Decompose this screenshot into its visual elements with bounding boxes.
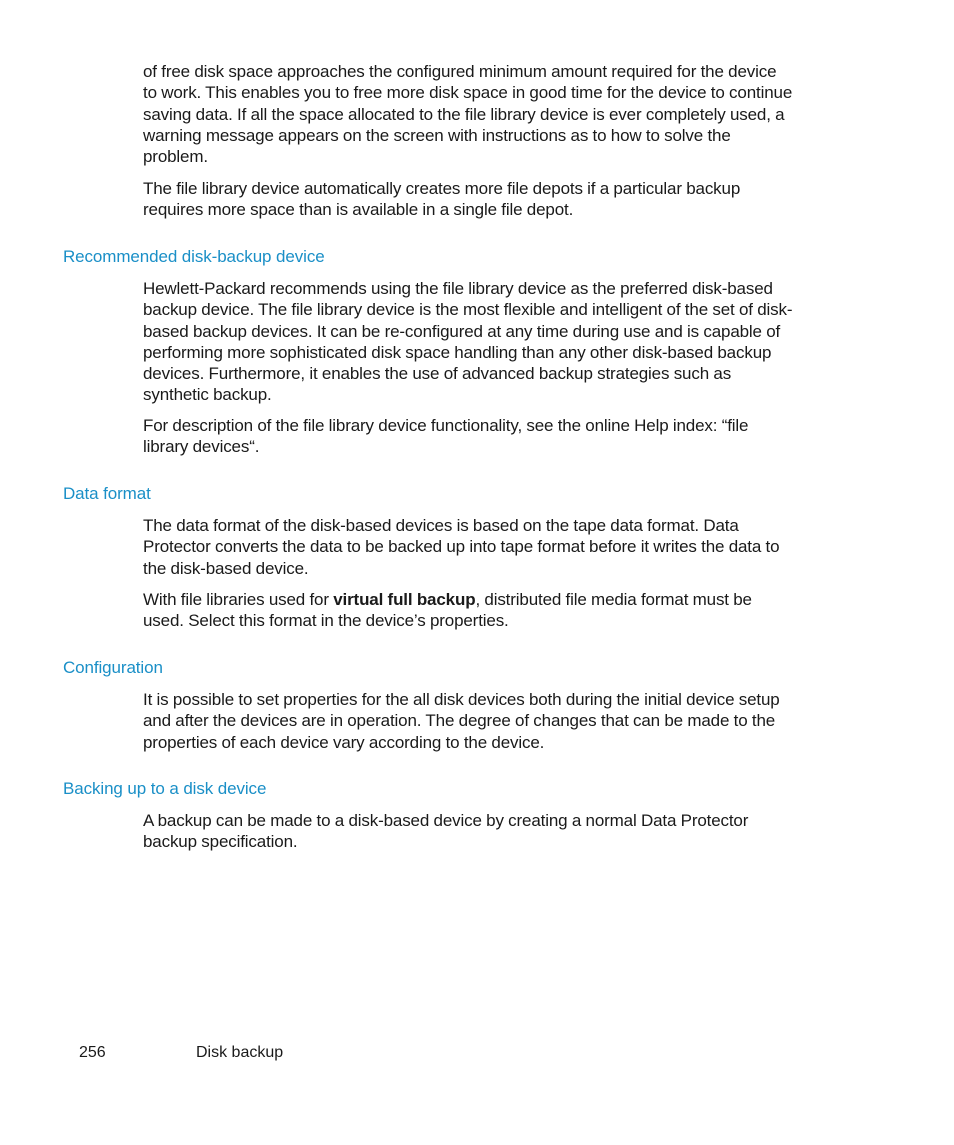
section-heading-configuration: Configuration [63,658,163,677]
intro-paragraph-2: The file library device automatically creates more file depots if a particular backup requires more space than is available in a single file depot. [143,179,741,220]
footer-chapter-title: Disk backup [196,1044,284,1061]
data-format-paragraph-2 [143,589,793,632]
recommended-paragraph-1: Hewlett-Packard recommends using the file library device as the preferred disk-based backup device. The file library device is the most flexible and intelligent of the set of disk-based backup devices. It can be re-configured at any time during use and is capable of performing more sophisticated disk space handling than any other disk-based backup devices. Furthermore, it enables the use of advanced backup strategies such as synthetic backup. [143,279,793,405]
section-heading-backing-up: Backing up to a disk device [63,779,267,798]
data-format-text-after: , distributed file media format must be used. Select this format in the device’s properties. [143,590,752,631]
data-format-paragraph-1: The data format of the disk-based devices is based on the tape data format. Data Protector converts the data to be backed up into tape format before it writes the data to the disk-based device. [143,516,780,578]
configuration-paragraph-1: It is possible to set properties for the all disk devices both during the initial device setup and after the devices are in operation. The degree of changes that can be made to the properties of each device vary according to the device. [143,690,780,752]
data-format-text-before: With file libraries used for [143,590,334,609]
backing-up-paragraph-1: A backup can be made to a disk-based device by creating a normal Data Protector backup specification. [143,811,749,852]
intro-paragraph-1: of free disk space approaches the configured minimum amount required for the device to work. This enables you to free more disk space in good time for the device to continue saving data. If all the space allocated to the file library device is ever completely used, a warning message appears on the screen with instructions as to how to solve the problem. [143,62,793,167]
page-number: 256 [79,1044,106,1061]
section-heading-recommended: Recommended disk-backup device [63,247,325,266]
bold-term-virtual-full-backup: virtual full backup [333,590,476,609]
section-heading-data-format: Data format [63,484,151,503]
recommended-paragraph-2: For description of the file library device functionality, see the online Help index: “file library devices“. [143,416,749,457]
